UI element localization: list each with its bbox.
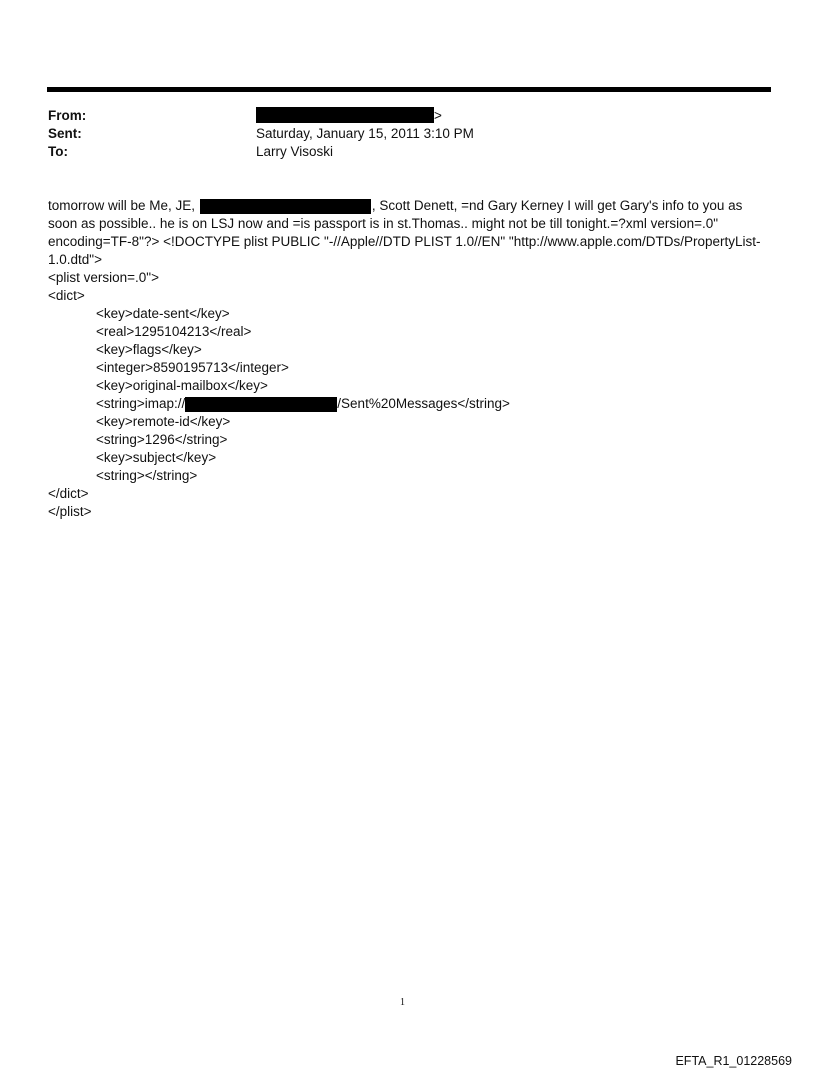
- body-line: soon as possible.. he is on LSJ now and =is passport is in st.Thomas.. might not be till tonight.=?xml version=.0": [48, 216, 719, 231]
- body-line: <key>original-mailbox</key>: [96, 378, 268, 393]
- body-line: <key>flags</key>: [96, 342, 202, 357]
- body-text: /Sent%20Messages</string>: [337, 396, 510, 411]
- to-value: Larry Visoski: [256, 144, 334, 159]
- body-line: </dict>: [48, 486, 89, 501]
- body-line: <real>1295104213</real>: [96, 324, 252, 339]
- from-value-suffix: >: [434, 108, 442, 123]
- redaction-box: [256, 107, 434, 123]
- from-label: From:: [48, 108, 87, 123]
- sent-row: [48, 125, 474, 143]
- sent-value: Saturday, January 15, 2011 3:10 PM: [256, 126, 474, 141]
- to-row: [48, 143, 474, 161]
- from-row: [48, 107, 474, 125]
- body-line: [48, 395, 768, 413]
- email-body: [48, 197, 768, 521]
- body-line: encoding=TF-8"?> <!DOCTYPE plist PUBLIC "-//Apple//DTD PLIST 1.0//EN" "http://www.apple.com/DTDs/PropertyList-: [48, 234, 761, 249]
- body-line: <dict>: [48, 288, 85, 303]
- body-line: <string>1296</string>: [96, 432, 228, 447]
- sent-label: Sent:: [48, 126, 82, 141]
- body-line: <key>date-sent</key>: [96, 306, 230, 321]
- bates-number: EFTA_R1_01228569: [675, 1054, 792, 1068]
- header-rule: [47, 87, 771, 92]
- body-line: [48, 197, 768, 215]
- page-number: 1: [400, 997, 405, 1008]
- body-text: <string>imap://: [96, 396, 186, 411]
- body-text: , Scott Denett, =nd Gary Kerney I will get Gary's info to you as: [371, 198, 743, 213]
- to-label: To:: [48, 144, 68, 159]
- redaction-box: [185, 397, 337, 412]
- body-line: <key>subject</key>: [96, 450, 217, 465]
- body-line: 1.0.dtd">: [48, 252, 102, 267]
- body-line: </plist>: [48, 504, 92, 519]
- body-line: <string></string>: [96, 468, 198, 483]
- body-line: <integer>8590195713</integer>: [96, 360, 289, 375]
- body-line: <plist version=.0">: [48, 270, 159, 285]
- from-value: [256, 107, 442, 125]
- email-header: [48, 107, 474, 161]
- redaction-box: [200, 199, 371, 214]
- body-line: <key>remote-id</key>: [96, 414, 231, 429]
- body-text: tomorrow will be Me, JE,: [48, 198, 196, 213]
